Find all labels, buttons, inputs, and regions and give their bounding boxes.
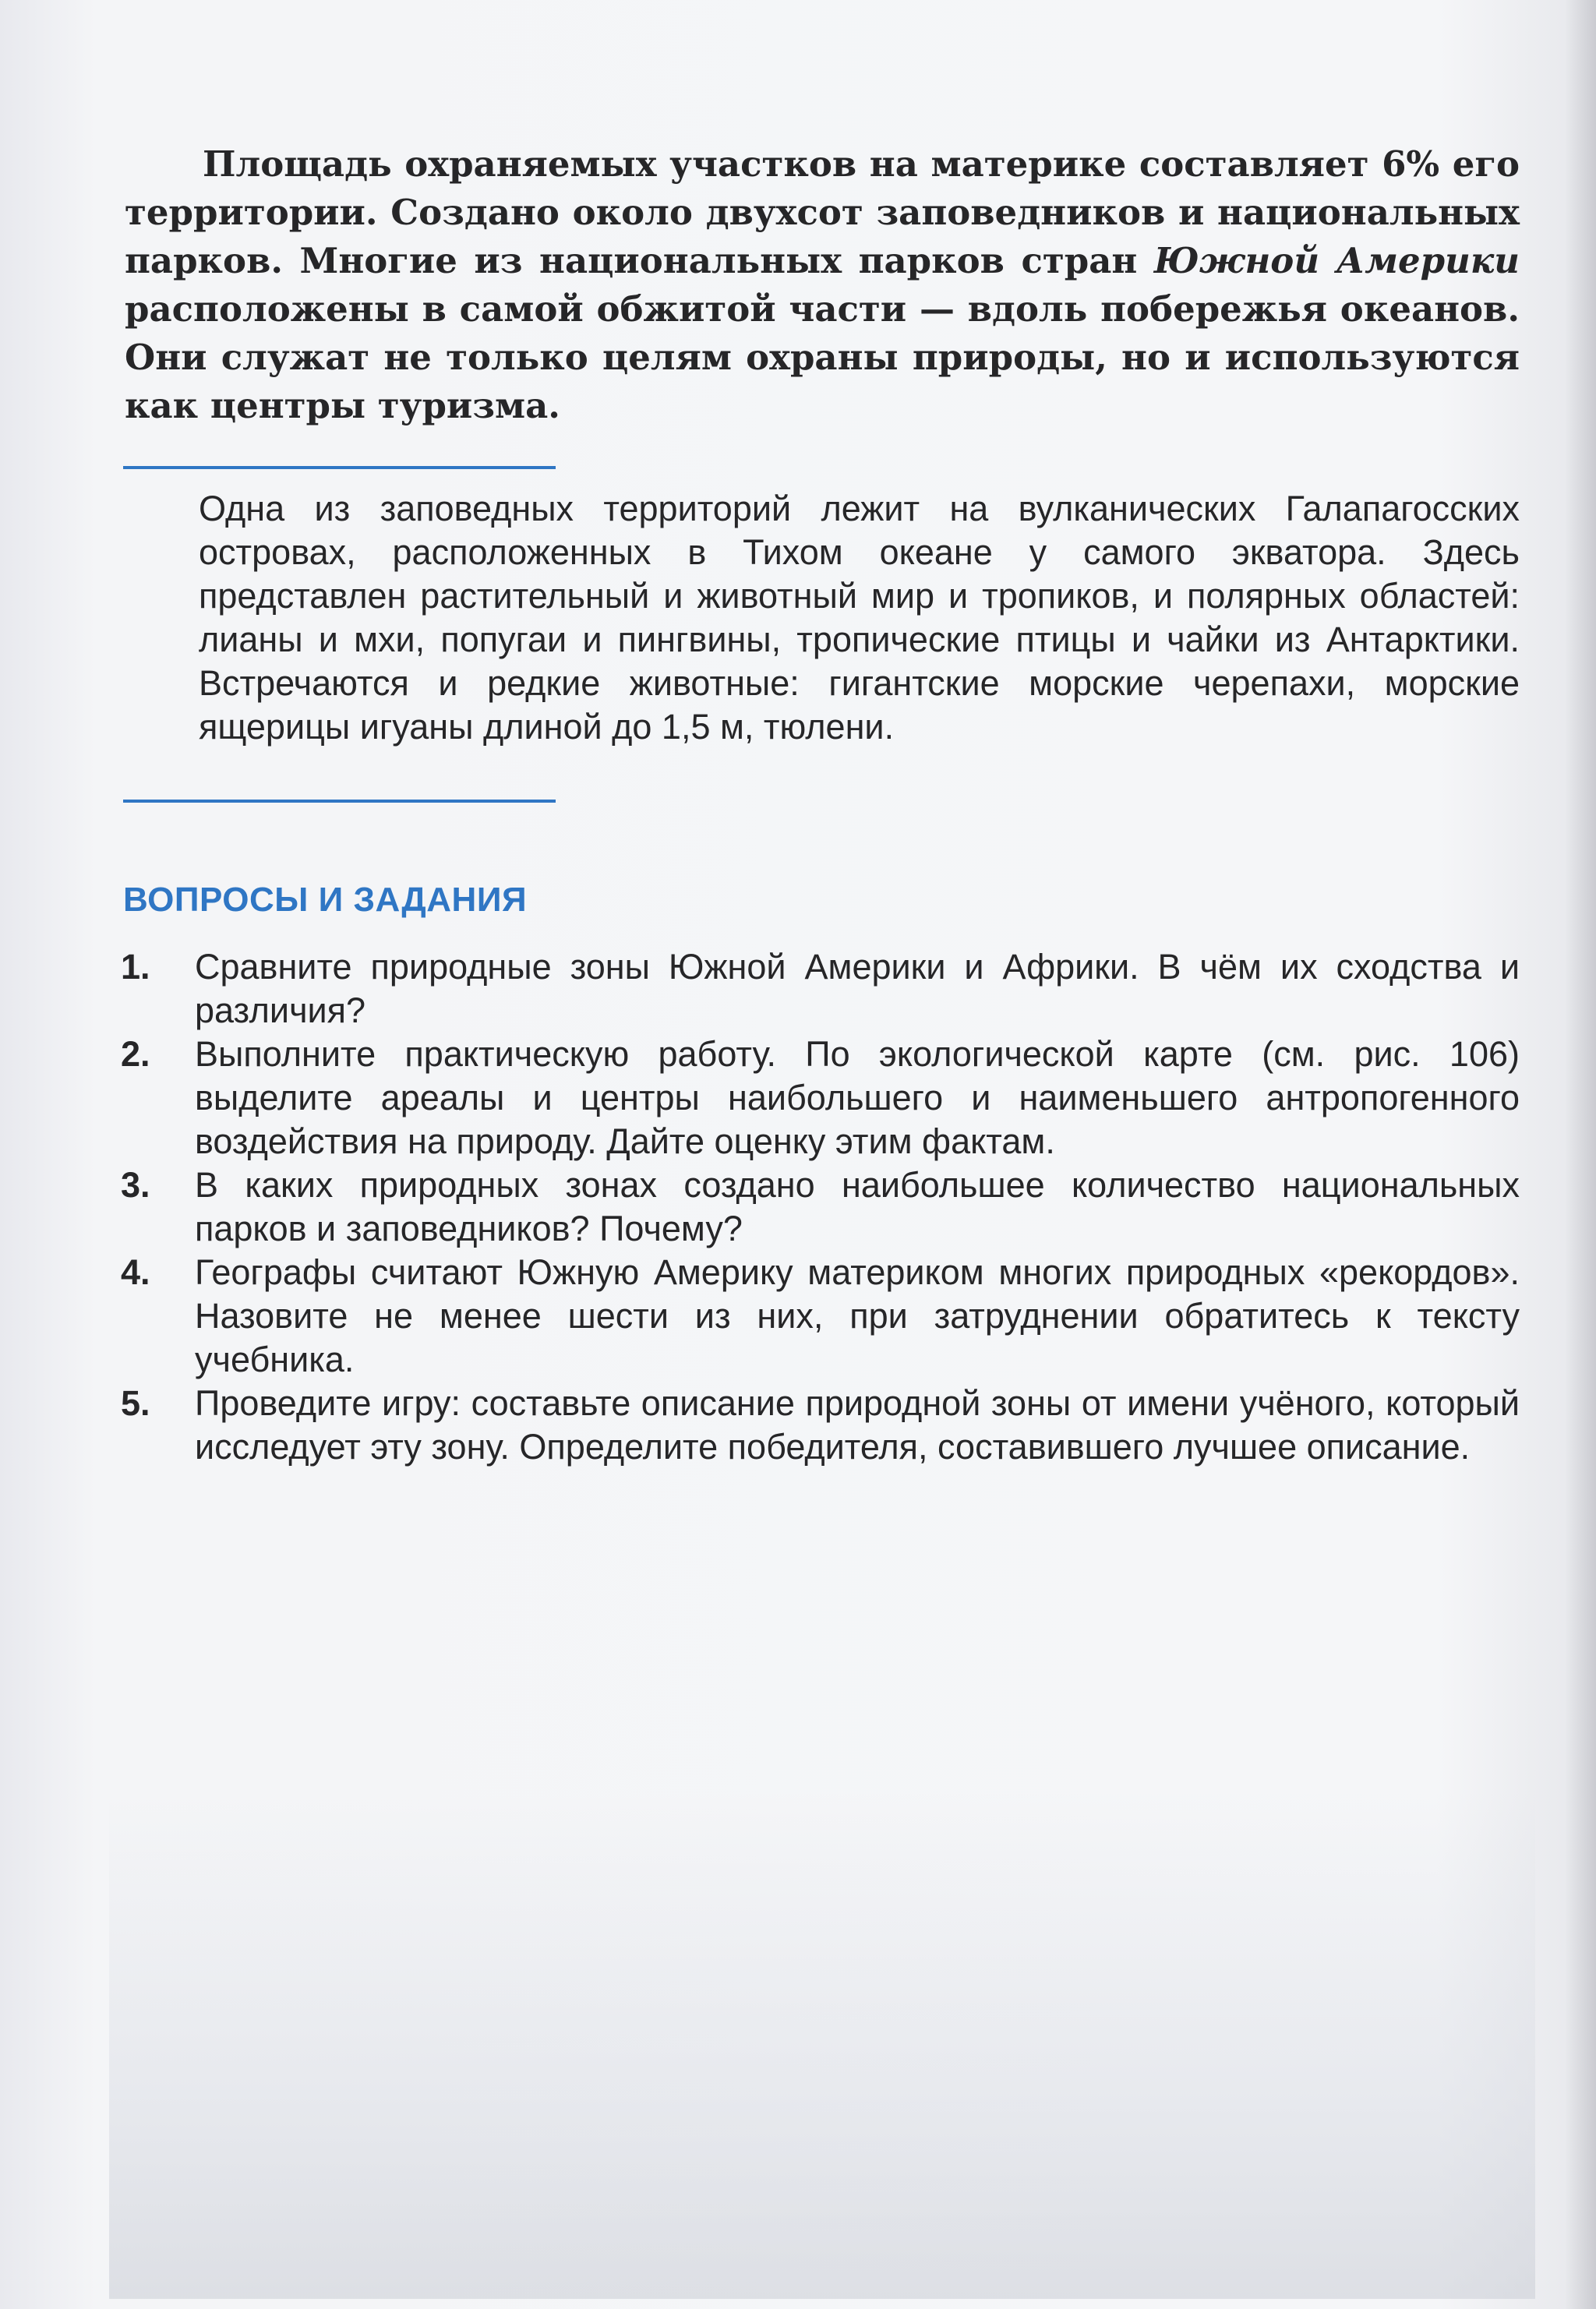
faded-bleedthrough-area bbox=[109, 1792, 1535, 2299]
box-top-rule bbox=[123, 466, 556, 469]
question-item bbox=[117, 1033, 1520, 1163]
question-item bbox=[117, 1163, 1520, 1251]
main-paragraph bbox=[125, 140, 1520, 430]
paragraph-italic-term: Южной Америки bbox=[1153, 240, 1520, 281]
question-number: 5. bbox=[121, 1383, 150, 1423]
paragraph-text-1: Площадь охраняемых участков на материке составляет 6% его территории. Создано около двухсот заповедников и национальных парков. Многие из национальных парков стран bbox=[125, 143, 1520, 281]
question-text: Сравните природные зоны Южной Америки и Африки. В чём их сходства и различия? bbox=[195, 947, 1520, 1030]
box-bottom-rule bbox=[123, 800, 556, 803]
question-number: 1. bbox=[121, 947, 150, 987]
question-list bbox=[117, 945, 1520, 1469]
question-text: Проведите игру: составьте описание природной зоны от имени учёного, который исследует эту зону. Определите победителя, составившего лучшее описание. bbox=[195, 1383, 1520, 1467]
question-number: 4. bbox=[121, 1252, 150, 1292]
question-item bbox=[117, 945, 1520, 1033]
question-text: В каких природных зонах создано наибольшее количество национальных парков и заповедников? Почему? bbox=[195, 1165, 1520, 1248]
question-number: 3. bbox=[121, 1165, 150, 1205]
callout-text: Одна из заповедных территорий лежит на вулканических Галапагосских островах, расположенных в Тихом океане у самого экватора. Здесь представлен растительный и животный мир и тропиков, и полярных областей: лианы и мхи, попугаи и пингвины, тропические птицы и чайки из Антарктики. Встречаются и редкие животные: гигантские морские черепахи, морские ящерицы игуаны длиной до 1,5 м, тюлени. bbox=[199, 489, 1520, 747]
question-number: 2. bbox=[121, 1034, 150, 1074]
paragraph-text-2: расположены в самой обжитой части — вдоль побережья океанов. Они служат не только целям охраны природы, но и используются как центры туризма. bbox=[125, 288, 1520, 426]
question-item bbox=[117, 1251, 1520, 1382]
page-edge-shadow bbox=[1565, 0, 1596, 2309]
section-heading: ВОПРОСЫ И ЗАДАНИЯ bbox=[123, 881, 528, 919]
question-text: Географы считают Южную Америку материком многих природных «рекордов». Назовите не менее шести из них, при затруднении обратитесь к тексту учебника. bbox=[195, 1252, 1520, 1379]
question-item bbox=[117, 1382, 1520, 1469]
question-text: Выполните практическую работу. По экологической карте (см. рис. 106) выделите ареалы и центры наибольшего и наименьшего антропогенного воздействия на природу. Дайте оценку этим фактам. bbox=[195, 1034, 1520, 1161]
